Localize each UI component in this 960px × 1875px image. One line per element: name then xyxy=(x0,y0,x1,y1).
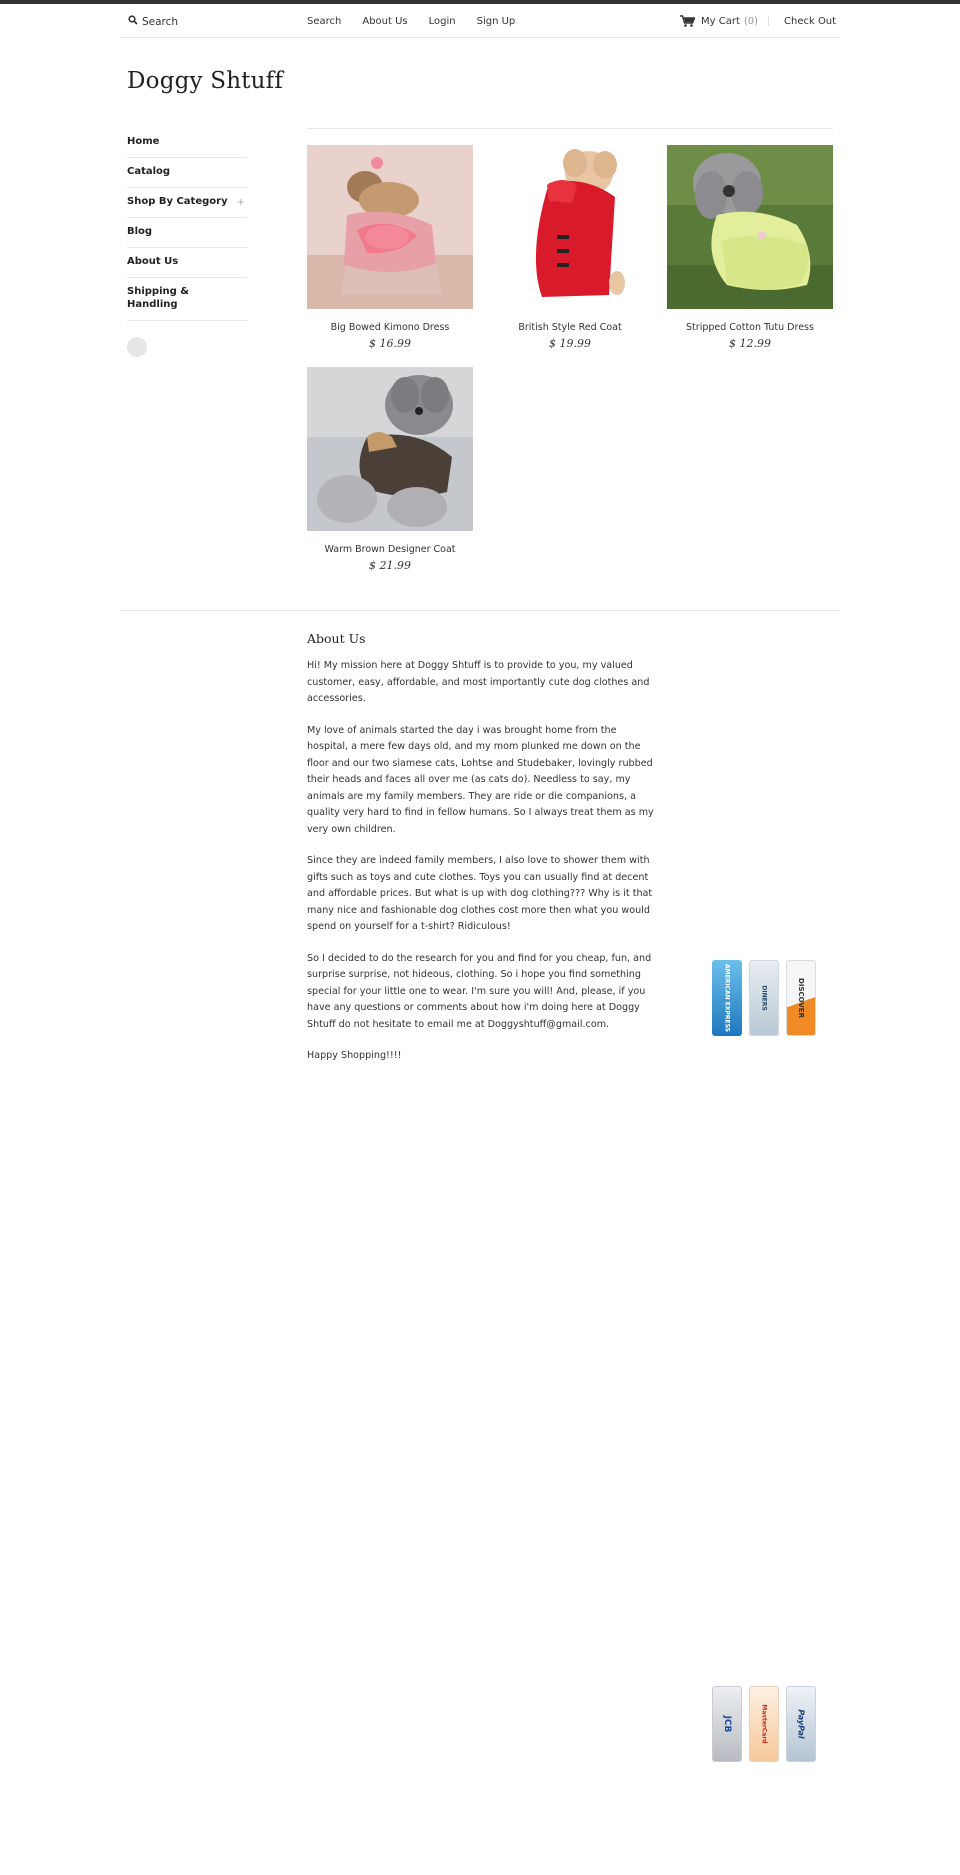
mastercard-card-icon: MasterCard xyxy=(749,1686,779,1762)
cart-label: My Cart xyxy=(701,15,740,27)
product-card-red-coat[interactable] xyxy=(487,145,653,350)
sidebar-item-label: About Us xyxy=(127,256,179,267)
header-bar xyxy=(120,4,840,38)
grid-divider xyxy=(307,128,833,129)
about-paragraph: Since they are indeed family members, I also love to shower them with gifts such as toys and cute clothes. Toys you can usually find at decent and affordable prices. But what is up with dog clothing??? Why is it that many nice and fashionable dog clothes cost more then what you would spend on yourself for a t-shirt? Ridiculous! xyxy=(307,855,653,932)
nav-search-link[interactable]: Search xyxy=(307,15,342,27)
product-image[interactable] xyxy=(487,145,653,309)
sidebar-item-about-us[interactable] xyxy=(127,248,247,278)
product-name[interactable]: Warm Brown Designer Coat xyxy=(324,544,456,555)
paypal-card-icon: PayPal xyxy=(786,1686,816,1762)
sidebar-item-blog[interactable] xyxy=(127,218,247,248)
product-price: $ 12.99 xyxy=(729,337,771,350)
product-name[interactable]: British Style Red Coat xyxy=(518,322,622,333)
product-price: $ 19.99 xyxy=(549,337,591,350)
product-card-tutu[interactable] xyxy=(667,145,833,350)
cart-link[interactable] xyxy=(680,4,758,38)
discover-card-icon: DISCOVER xyxy=(786,960,816,1036)
jcb-card-icon: JCB xyxy=(712,1686,742,1762)
amex-card-icon: AMERICAN EXPRESS xyxy=(712,960,742,1036)
search-icon[interactable] xyxy=(128,15,138,25)
about-body xyxy=(307,658,657,1080)
product-name[interactable]: Big Bowed Kimono Dress xyxy=(330,322,450,333)
sidebar-item-label: Home xyxy=(127,136,160,147)
product-card-brown-coat[interactable] xyxy=(307,367,473,572)
about-paragraph: Hi! My mission here at Doggy Shtuff is to provide to you, my valued customer, easy, affordable, and most importantly cute dog clothes and accessories. xyxy=(307,660,650,704)
about-paragraph: So I decided to do the research for you and find for you cheap, fun, and surprise surprise, not hideous, clothing. So i hope you find something special for your little one to wear. I'm sure you will! And, please, if you have any questions or comments about how i'm doing here at Doggy Shtuff do not hesitate to email me at Doggyshtuff@gmail.com. xyxy=(307,952,652,1030)
sidebar-item-label: Catalog xyxy=(127,166,171,177)
search-input[interactable] xyxy=(142,13,282,31)
nav-about-link[interactable]: About Us xyxy=(362,15,408,27)
top-nav xyxy=(307,4,536,38)
checkout-link[interactable]: Check Out xyxy=(784,15,837,27)
cart-icon xyxy=(680,15,695,27)
about-title: About Us xyxy=(307,631,366,646)
expand-icon[interactable]: + xyxy=(236,197,245,208)
diners-card-icon: DINERS xyxy=(749,960,779,1036)
social-icon[interactable] xyxy=(127,337,147,357)
sidebar-item-label: Shop By Category xyxy=(127,196,228,207)
sidebar-item-catalog[interactable] xyxy=(127,158,247,188)
product-image[interactable] xyxy=(307,145,473,309)
sidebar-item-shop-by-category[interactable] xyxy=(127,188,247,218)
nav-login-link[interactable]: Login xyxy=(428,15,456,27)
product-image[interactable] xyxy=(307,367,473,531)
product-name[interactable]: Stripped Cotton Tutu Dress xyxy=(686,322,814,333)
header-separator xyxy=(768,16,769,26)
product-price: $ 16.99 xyxy=(369,337,411,350)
sidebar-item-label: Shipping & Handling xyxy=(127,286,189,310)
about-paragraph: My love of animals started the day i was brought home from the hospital, a mere few days old, and my mom plunked me down on the floor and our two siamese cats, Lohtse and Studebaker, lovingly rubbed their heads and faces all over me (as cats do). Needless to say, my animals are my family members. They are ride or die companions, a quality very hard to find in fellow humans. So I always treat them as my very own children. xyxy=(307,724,654,835)
product-image[interactable] xyxy=(667,145,833,309)
cart-count: (0) xyxy=(743,15,759,27)
product-price: $ 21.99 xyxy=(369,559,411,572)
sidebar-nav xyxy=(127,128,247,357)
sidebar-item-home[interactable] xyxy=(127,128,247,158)
product-card-kimono[interactable] xyxy=(307,145,473,350)
sidebar-item-shipping[interactable] xyxy=(127,278,247,321)
site-logo[interactable]: Doggy Shtuff xyxy=(127,68,284,94)
footer-divider xyxy=(120,610,840,611)
sidebar-item-label: Blog xyxy=(127,226,153,237)
nav-signup-link[interactable]: Sign Up xyxy=(476,15,516,27)
about-paragraph: Happy Shopping!!!! xyxy=(307,1050,402,1061)
